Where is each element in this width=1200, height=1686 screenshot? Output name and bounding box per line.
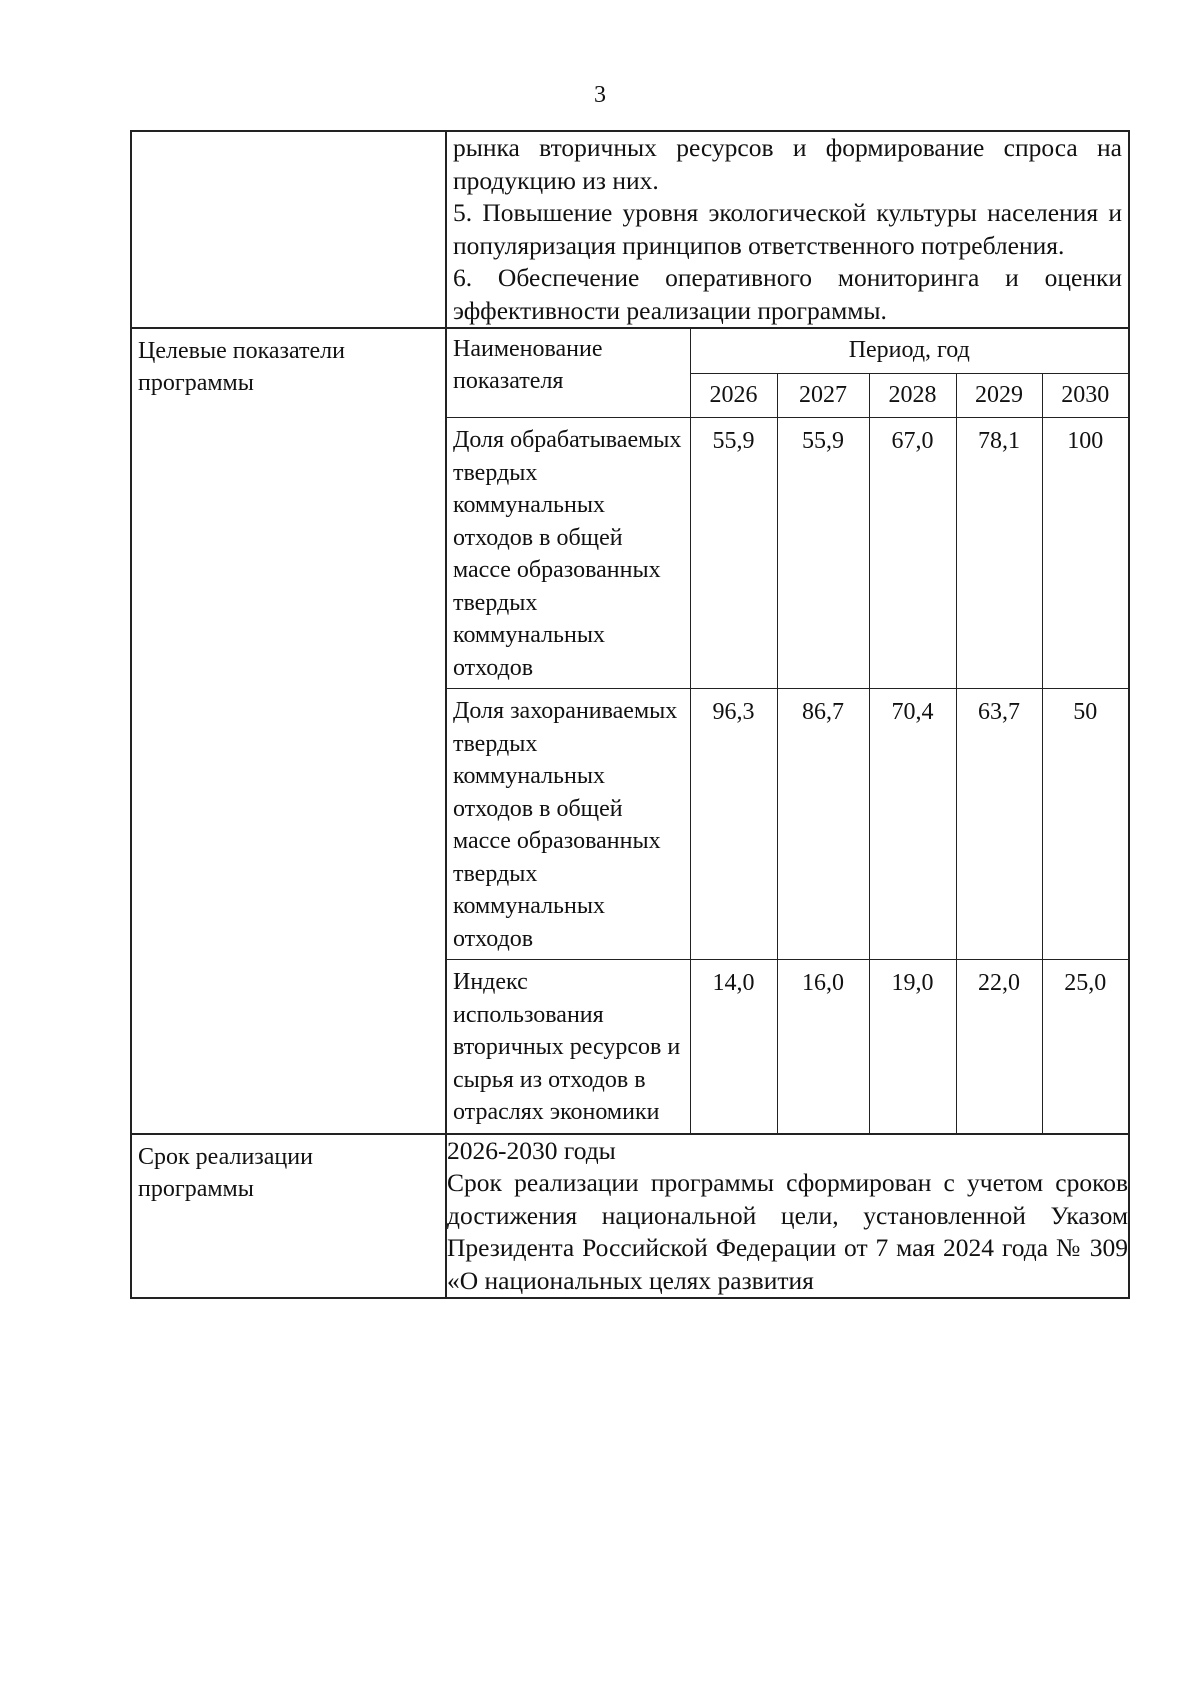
indicator-name: Индекс использования вторичных ресурсов и сырья из отходов в отраслях экономики xyxy=(447,960,690,1133)
deadline-text: Срок реализации программы сформирован с учетом сроков достижения национальной цели, установленной Указом Президента Российской Федерации от 7 мая 2024 года № 309 «О национальных целях развития xyxy=(447,1168,1128,1295)
tasks-row xyxy=(131,131,1129,328)
year-header: 2029 xyxy=(956,374,1042,418)
deadline-label-cell xyxy=(131,1134,446,1299)
indicator-value: 78,1 xyxy=(956,418,1042,689)
targets-cell xyxy=(446,328,1129,1134)
indicator-value: 19,0 xyxy=(869,960,956,1133)
indicator-value: 55,9 xyxy=(777,418,869,689)
task-paragraph: 6. Обеспечение оперативного мониторинга и оценки эффективности реализации программы. xyxy=(453,263,1122,325)
indicator-value: 22,0 xyxy=(956,960,1042,1133)
program-passport-table xyxy=(130,130,1130,1299)
task-paragraph: рынка вторичных ресурсов и формирование спроса на продукцию из них. xyxy=(453,133,1122,195)
task-paragraph: 5. Повышение уровня экологической культуры населения и популяризация принципов ответственного потребления. xyxy=(453,198,1122,260)
indicator-name-header: Наименование показателя xyxy=(447,329,690,418)
deadline-row xyxy=(131,1134,1129,1299)
deadline-label: Срок реализации программы xyxy=(138,1143,313,1202)
targets-label: Целевые показатели программы xyxy=(138,338,345,396)
indicator-value: 63,7 xyxy=(956,689,1042,960)
year-header: 2026 xyxy=(690,374,777,418)
tasks-label-cell xyxy=(131,131,446,328)
targets-label-cell xyxy=(131,328,446,1134)
indicator-value: 86,7 xyxy=(777,689,869,960)
indicators-header-row xyxy=(447,329,1128,374)
year-header: 2030 xyxy=(1042,374,1128,418)
tasks-cell xyxy=(446,131,1129,328)
deadline-years: 2026-2030 годы xyxy=(447,1135,616,1165)
indicators-table xyxy=(447,329,1128,1133)
indicator-value: 96,3 xyxy=(690,689,777,960)
indicator-value: 50 xyxy=(1042,689,1128,960)
indicator-name: Доля захораниваемых твердых коммунальных отходов в общей массе образованных твердых коммунальных отходов xyxy=(447,689,690,960)
indicator-value: 70,4 xyxy=(869,689,956,960)
indicator-value: 14,0 xyxy=(690,960,777,1133)
indicator-value: 16,0 xyxy=(777,960,869,1133)
indicator-value: 25,0 xyxy=(1042,960,1128,1133)
indicator-row xyxy=(447,689,1128,960)
indicator-row xyxy=(447,418,1128,689)
indicator-value: 67,0 xyxy=(869,418,956,689)
year-header: 2028 xyxy=(869,374,956,418)
indicator-row xyxy=(447,960,1128,1133)
deadline-cell xyxy=(446,1134,1129,1299)
targets-row xyxy=(131,328,1129,1134)
page-number: 3 xyxy=(594,82,606,108)
period-header: Период, год xyxy=(690,329,1128,374)
indicator-value: 100 xyxy=(1042,418,1128,689)
indicator-value: 55,9 xyxy=(690,418,777,689)
indicator-name: Доля обрабатываемых твердых коммунальных отходов в общей массе образованных твердых коммунальных отходов xyxy=(447,418,690,689)
year-header: 2027 xyxy=(777,374,869,418)
